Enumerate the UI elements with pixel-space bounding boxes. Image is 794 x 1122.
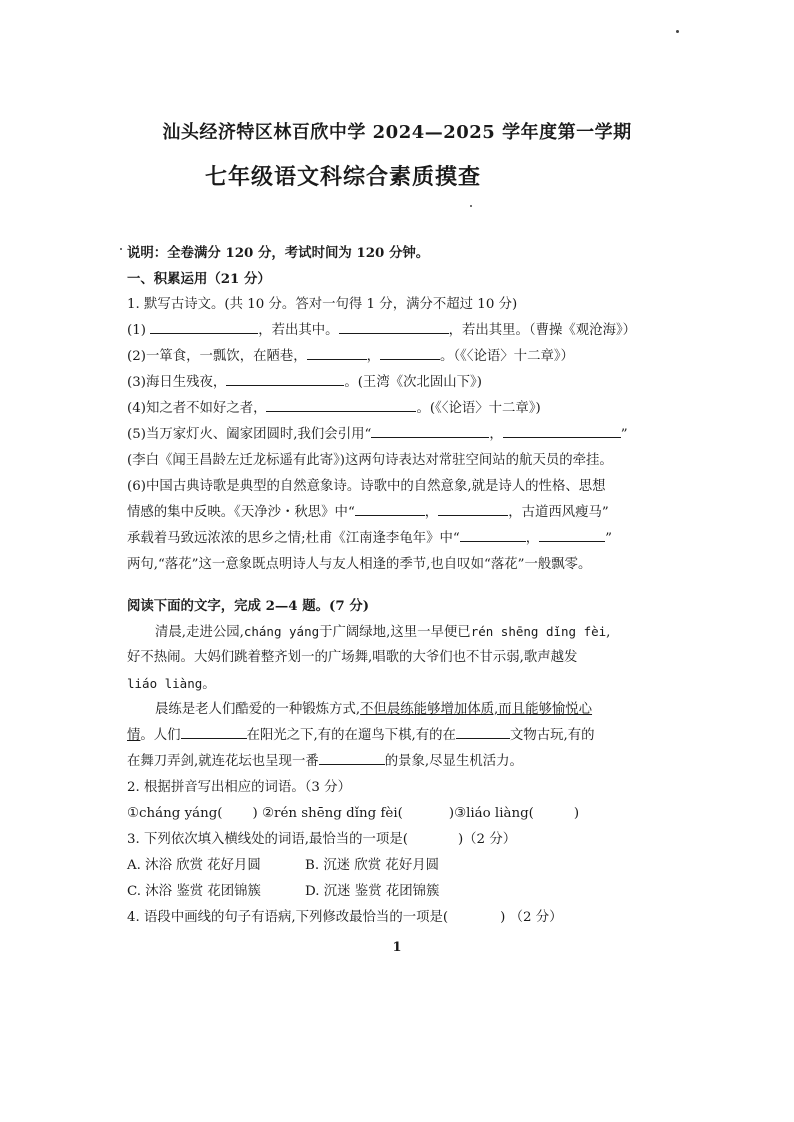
answer-blank[interactable]: [438, 500, 508, 516]
passage-text: 。: [202, 677, 216, 692]
answer-blank[interactable]: [371, 422, 489, 438]
scan-speck: [120, 248, 122, 250]
q3-stem: [127, 827, 672, 853]
verse-text: (3)海日生残夜，: [127, 375, 227, 390]
school-title: 汕头经济特区林百欣中学 2024—2025 学年度第一学期: [162, 122, 632, 143]
exam-title: 七年级语文科综合素质摸查: [205, 164, 482, 190]
passage-text: 文物古玩,有的: [509, 728, 595, 743]
question-text: 4. 语段中画线的句子有语病,下列修改最恰当的一项是(: [127, 910, 449, 925]
passage-text: 晨练是老人们酷爱的一种锻炼方式,: [155, 702, 361, 717]
passage-text: ,: [606, 625, 611, 640]
answer-blank[interactable]: [380, 344, 440, 360]
reading-para2-line1: [127, 697, 672, 723]
quote-close: ”: [605, 531, 612, 546]
passage-text: 。人们: [140, 728, 181, 743]
quote-close: ”: [620, 427, 628, 442]
answer-blank[interactable]: [503, 422, 621, 438]
q3-options-cd: [127, 879, 672, 905]
passage-text: 于广阔绿地,这里一早便已: [319, 625, 471, 640]
q2-option: ②rén shēng dǐng fèi(: [262, 806, 403, 821]
q3-option-b[interactable]: B. 沉迷 欣赏 花好月圆: [305, 858, 439, 873]
underlined-sentence: 情: [127, 728, 141, 743]
q4-stem: [127, 905, 672, 931]
answer-blank[interactable]: [307, 344, 367, 360]
verse-text: 。（《〈论语〉十二章》）: [440, 349, 574, 364]
scan-speck: [676, 30, 679, 33]
q1-item6-line2: [127, 500, 672, 526]
verse-text: (2)一箪食，一瓢饮，在陋巷，: [127, 349, 307, 364]
item-number: (1): [127, 323, 146, 338]
q2-options: [127, 801, 672, 827]
reading-para2-line3: [127, 749, 672, 775]
verse-text: ，若出其里。（曹操《观沧海》）: [448, 323, 637, 338]
spacer: [127, 578, 672, 593]
q2-stem: 2. 根据拼音写出相应的词语。（3 分）: [127, 780, 351, 795]
answer-blank[interactable]: [226, 370, 344, 386]
q1-item6-line3: [127, 526, 672, 552]
q1-item4: [127, 396, 672, 422]
answer-blank[interactable]: [460, 526, 526, 542]
separator: ，: [366, 349, 381, 364]
reading-para1-line3: [127, 671, 672, 697]
q3-option-d[interactable]: D. 沉迷 鉴赏 花团锦簇: [305, 884, 440, 899]
underlined-sentence: 不但晨练能够增加体质,而且能够愉悦心: [360, 702, 593, 717]
verse-text: (4)知之者不如好之者，: [127, 401, 267, 416]
section1-heading: 一、积累运用（21 分）: [127, 271, 271, 287]
q1-item6-line4: 两句,“落花”这一意象既点明诗人与友人相逢的季节,也自叹如“落花”一般飘零。: [127, 557, 592, 572]
question-text: ) （2 分）: [500, 910, 563, 925]
answer-blank[interactable]: [339, 318, 449, 334]
q1-item6-line1: (6)中国古典诗歌是典型的自然意象诗。诗歌中的自然意象,就是诗人的性格、思想: [127, 479, 606, 494]
passage-text: 清晨,走进公园,: [155, 625, 244, 640]
reading-para1-line1: [127, 619, 672, 645]
instructions: 说明：全卷满分 120 分，考试时间为 120 分钟。: [127, 245, 430, 261]
page-number: 1: [392, 940, 402, 955]
answer-blank[interactable]: [539, 526, 605, 542]
q3-options-ab: [127, 853, 672, 879]
q3-option-c[interactable]: C. 沐浴 鉴赏 花团锦簇: [127, 884, 261, 899]
answer-blank[interactable]: [456, 723, 510, 739]
reading-para1-line2: 好不热闹。大妈们跳着整齐划一的广场舞,唱歌的大爷们也不甘示弱,歌声越发: [127, 650, 578, 665]
separator: ，: [525, 531, 540, 546]
q3-option-a[interactable]: A. 沐浴 欣赏 花好月圆: [127, 858, 261, 873]
separator: ，: [489, 427, 503, 442]
pinyin: cháng yáng: [243, 624, 320, 639]
exam-body: [127, 240, 672, 931]
paren-close: ): [448, 806, 455, 821]
answer-blank[interactable]: [150, 318, 258, 334]
passage-text: 的景象,尽显生机活力。: [384, 754, 523, 769]
pinyin: rén shēng dǐng fèi: [470, 624, 607, 639]
q1-item5: [127, 422, 672, 448]
verse-text: 承载着马致远浓浓的思乡之情;杜甫《江南逢李龟年》中“: [127, 531, 460, 546]
paren-close: ): [252, 806, 258, 821]
verse-text: 。(王湾《次北固山下》): [344, 375, 482, 390]
verse-text: 情感的集中反映。《天净沙・秋思》中“: [127, 505, 355, 520]
q1-item3: [127, 370, 672, 396]
scan-speck: [470, 205, 472, 207]
q2-option: ①cháng yáng(: [127, 806, 223, 821]
q2-option: ③liáo liàng(: [454, 806, 534, 821]
reading-para2-line2: [127, 723, 672, 749]
answer-blank[interactable]: [319, 749, 385, 765]
answer-blank[interactable]: [181, 723, 247, 739]
verse-text: (5)当万家灯火、阖家团圆时,我们会引用“: [127, 427, 372, 442]
reading-instruction: 阅读下面的文字，完成 2—4 题。(7 分): [127, 598, 370, 614]
q1-item5-line2: (李白《闻王昌龄左迁龙标遥有此寄》)这两句诗表达对常驻空间站的航天员的牵挂。: [127, 453, 613, 468]
verse-text: ，若出其中。: [258, 323, 339, 338]
q1-item2: [127, 344, 672, 370]
pinyin: liáo liàng: [127, 676, 203, 691]
question-text: )（2 分）: [457, 832, 517, 847]
q1-item1: [127, 318, 672, 344]
paren-close: ): [573, 806, 580, 821]
verse-text: 。(《〈论语〉十二章》): [416, 401, 541, 416]
passage-text: 在舞刀弄剑,就连花坛也呈现一番: [127, 754, 319, 769]
q1-stem: 1. 默写古诗文。(共 10 分。答对一句得 1 分，满分不超过 10 分): [127, 297, 518, 312]
question-text: 3. 下列依次填入横线处的词语,最恰当的一项是(: [127, 832, 408, 847]
verse-text: ，古道西风瘦马”: [508, 505, 609, 520]
passage-text: 在阳光之下,有的在遛鸟下棋,有的在: [246, 728, 456, 743]
separator: ，: [424, 505, 439, 520]
answer-blank[interactable]: [266, 396, 416, 412]
answer-blank[interactable]: [355, 500, 425, 516]
